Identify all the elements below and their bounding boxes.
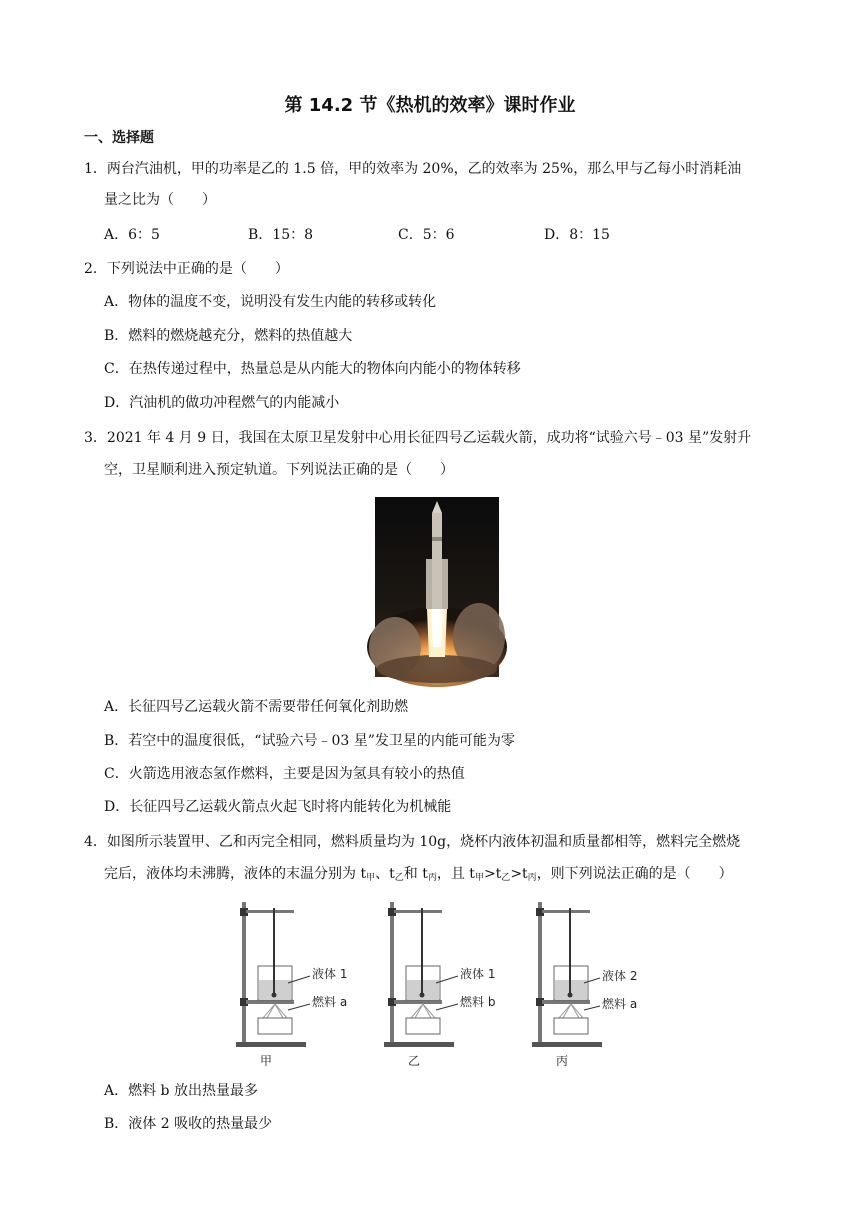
q1-option-b: B．15：8: [248, 227, 314, 243]
heating-apparatus-figure: [230, 898, 638, 1073]
caption-bing: 丙: [556, 1054, 569, 1068]
setup-yi: [384, 902, 495, 1068]
page-title: 第 14.2 节《热机的效率》课时作业: [284, 95, 576, 116]
q3-option-a: A．长征四号乙运载火箭不需要带任何氧化剂助燃: [104, 699, 409, 715]
q3-option-c: C．火箭选用液态氢作燃料，主要是因为氢具有较小的热值: [104, 766, 465, 782]
liquid-label-jia: 液体 1: [312, 967, 348, 981]
liquid-label-bing: 液体 2: [602, 969, 638, 983]
q1-option-a: A．6：5: [104, 227, 160, 243]
q2-option-a: A．物体的温度不变，说明没有发生内能的转移或转化: [104, 294, 437, 310]
q4-option-b: B．液体 2 吸收的热量最少: [104, 1116, 273, 1132]
q2-option-b: B．燃料的燃烧越充分，燃料的热值越大: [104, 328, 353, 344]
fuel-label-yi: 燃料 b: [460, 995, 496, 1009]
caption-yi: 乙: [408, 1054, 421, 1068]
q4-option-a: A．燃料 b 放出热量最多: [104, 1083, 258, 1099]
fuel-label-bing: 燃料 a: [602, 997, 638, 1011]
q1-stem-line2: 量之比为（ ）: [104, 192, 216, 208]
q3-stem-line2: 空，卫星顺利进入预定轨道。下列说法正确的是（ ）: [104, 462, 454, 478]
caption-jia: 甲: [260, 1054, 273, 1068]
q1-option-d: D．8：15: [544, 227, 610, 243]
rocket-launch-photo: [375, 497, 499, 677]
q3-stem-line1: 3．2021 年 4 月 9 日，我国在太原卫星发射中心用长征四号乙运载火箭，成功将“试验六号﹣03 星”发射升: [84, 430, 752, 446]
fuel-label-jia: 燃料 a: [312, 995, 348, 1009]
liquid-label-yi: 液体 1: [460, 967, 496, 981]
q3-option-d: D．长征四号乙运载火箭点火起飞时将内能转化为机械能: [104, 799, 452, 815]
q2-option-c: C．在热传递过程中，热量总是从内能大的物体向内能小的物体转移: [104, 361, 521, 377]
q2-stem: 2．下列说法中正确的是（ ）: [84, 261, 289, 277]
q4-stem-line2: 完后，液体均未沸腾，液体的末温分别为 $t_甲$、$t_乙$和 $t_丙$，且 $t_甲>t_乙>t_丙$，则下列说法正确的是（ ）: [104, 866, 733, 883]
q4-stem-line1: 4．如图所示装置甲、乙和丙完全相同，燃料质量均为 10g，烧杯内液体初温和质量都相等，燃料完全燃烧: [84, 834, 741, 850]
q1-option-c: C．5：6: [398, 227, 455, 243]
q1-stem-line1: 1．两台汽油机，甲的功率是乙的 1.5 倍，甲的效率为 20%，乙的效率为 25%，那么甲与乙每小时消耗油: [84, 161, 742, 177]
setup-bing: [532, 902, 637, 1068]
q3-option-b: B．若空中的温度很低，“试验六号﹣03 星”发卫星的内能可能为零: [104, 733, 515, 749]
section-heading: 一、选择题: [84, 130, 154, 146]
setup-jia: [236, 902, 347, 1068]
q2-option-d: D．汽油机的做功冲程燃气的内能减小: [104, 395, 340, 411]
